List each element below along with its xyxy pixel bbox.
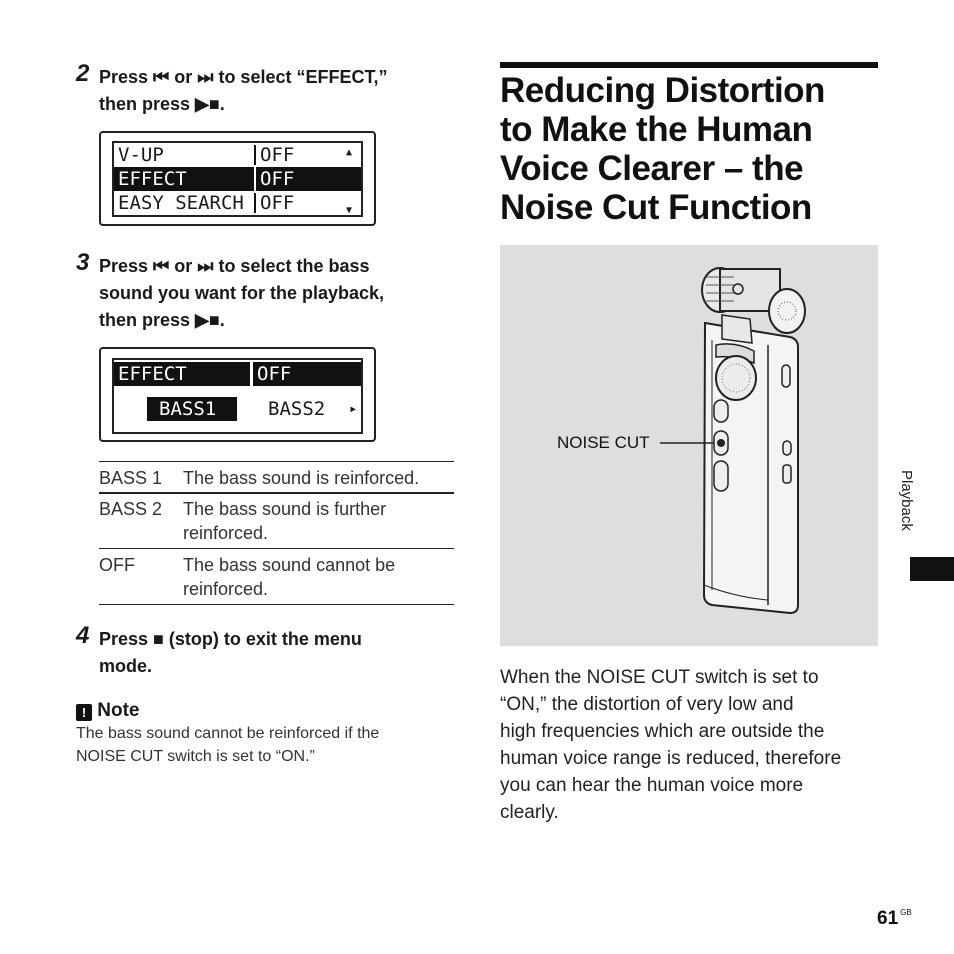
note-line: NOISE CUT switch is set to “ON.” bbox=[76, 748, 315, 765]
side-control-middle bbox=[783, 441, 791, 455]
page-number bbox=[877, 908, 912, 930]
lcd-display-menu bbox=[99, 131, 376, 226]
step-3-text bbox=[99, 253, 459, 334]
step-2-text bbox=[99, 64, 459, 118]
menu-label: EASY SEARCH bbox=[118, 192, 244, 214]
heading-line: Noise Cut Function bbox=[500, 188, 812, 227]
step-3-line-2: sound you want for the playback, bbox=[99, 283, 385, 303]
table-value-line: The bass sound is further bbox=[183, 499, 387, 519]
note-body bbox=[76, 722, 456, 768]
description-line: clearly. bbox=[500, 802, 559, 823]
step-3-line-3: then press ▶■. bbox=[99, 310, 225, 330]
table-key: OFF bbox=[99, 555, 135, 575]
description-line: When the NOISE CUT switch is set to bbox=[500, 667, 819, 688]
mic-neck bbox=[722, 315, 752, 343]
noise-cut-knob bbox=[717, 439, 725, 447]
heading-line: Reducing Distortion bbox=[500, 71, 825, 110]
section-heading bbox=[500, 71, 880, 227]
device-illustration bbox=[500, 245, 878, 646]
table-row bbox=[99, 553, 454, 601]
table-rule bbox=[99, 548, 454, 549]
effect-options-row bbox=[114, 397, 361, 421]
step-3-line-1: Press ⏮ or ⏭ to select the bass bbox=[99, 256, 370, 276]
lcd-screen bbox=[112, 141, 363, 217]
effect-header-row bbox=[114, 362, 361, 386]
table-value-line: The bass sound is reinforced. bbox=[183, 468, 420, 488]
table-row bbox=[99, 466, 454, 490]
table-bottom-rule bbox=[99, 604, 454, 605]
table-value-line: reinforced. bbox=[183, 579, 269, 599]
table-value-line: The bass sound cannot be bbox=[183, 555, 396, 575]
option-bass1-selected: BASS1 bbox=[147, 397, 237, 421]
description-line: human voice range is reduced, therefore bbox=[500, 748, 842, 769]
description-line: “ON,” the distortion of very low and bbox=[500, 694, 794, 715]
note-block bbox=[76, 700, 456, 768]
switch-upper bbox=[714, 400, 728, 422]
step-4-line-2: mode. bbox=[99, 656, 153, 676]
heading-rule bbox=[500, 62, 878, 68]
lcd-screen bbox=[112, 358, 363, 434]
noise-cut-callout-label: NOISE CUT bbox=[557, 433, 650, 452]
table-top-rule bbox=[99, 461, 454, 462]
menu-label: V-UP bbox=[118, 144, 164, 166]
side-tab-label: Playback bbox=[898, 470, 915, 531]
scroll-up-icon: ▲ bbox=[346, 147, 353, 158]
step-4-line-1: Press ■ (stop) to exit the menu bbox=[99, 629, 362, 649]
note-title: Note bbox=[97, 700, 140, 721]
step-2-line-2: then press ▶■. bbox=[99, 94, 225, 114]
step-2-number: 2 bbox=[76, 60, 90, 87]
menu-row-effect bbox=[114, 167, 361, 191]
description-line: high frequencies which are outside the bbox=[500, 721, 825, 742]
note-line: The bass sound cannot be reinforced if the bbox=[76, 725, 380, 742]
description-line: you can hear the human voice more bbox=[500, 775, 804, 796]
table-value bbox=[183, 553, 453, 601]
step-3-number: 3 bbox=[76, 249, 90, 276]
table-key: BASS 2 bbox=[99, 499, 163, 519]
menu-value: OFF bbox=[260, 192, 295, 214]
page-number-value: 61 bbox=[877, 908, 899, 929]
table-key: BASS 1 bbox=[99, 468, 163, 488]
menu-label-selected: EFFECT bbox=[114, 167, 254, 191]
table-row bbox=[99, 497, 454, 545]
switch-lower bbox=[714, 461, 728, 491]
lcd-display-effect bbox=[99, 347, 376, 442]
heading-line: to Make the Human bbox=[500, 110, 813, 149]
option-bass2: BASS2 bbox=[268, 398, 326, 420]
side-control-upper bbox=[782, 365, 790, 387]
side-tab-marker bbox=[910, 557, 954, 581]
table-rule bbox=[99, 492, 454, 494]
side-port bbox=[783, 465, 791, 483]
step-2-line-1: Press ⏮ or ⏭ to select “EFFECT,” bbox=[99, 67, 388, 87]
step-4-text bbox=[99, 626, 459, 680]
menu-value: OFF bbox=[260, 144, 295, 166]
table-value bbox=[183, 466, 453, 490]
menu-row-easy-search bbox=[114, 191, 361, 215]
heading-line: Voice Clearer – the bbox=[500, 149, 804, 188]
note-icon: ! bbox=[76, 704, 92, 721]
menu-value-selected: OFF bbox=[256, 167, 361, 191]
table-value bbox=[183, 497, 453, 545]
effect-value: OFF bbox=[253, 362, 361, 386]
note-heading bbox=[76, 700, 456, 722]
step-4-number: 4 bbox=[76, 622, 90, 649]
menu-row-vup bbox=[114, 143, 361, 167]
side-tab bbox=[890, 470, 940, 560]
scroll-down-icon: ▼ bbox=[346, 205, 353, 216]
mic-right-capsule bbox=[769, 289, 805, 333]
description-paragraph bbox=[500, 664, 880, 826]
next-arrow-icon: ▸ bbox=[349, 401, 358, 417]
effect-label: EFFECT bbox=[114, 362, 250, 386]
page-region-code: GB bbox=[900, 908, 912, 917]
table-value-line: reinforced. bbox=[183, 523, 269, 543]
